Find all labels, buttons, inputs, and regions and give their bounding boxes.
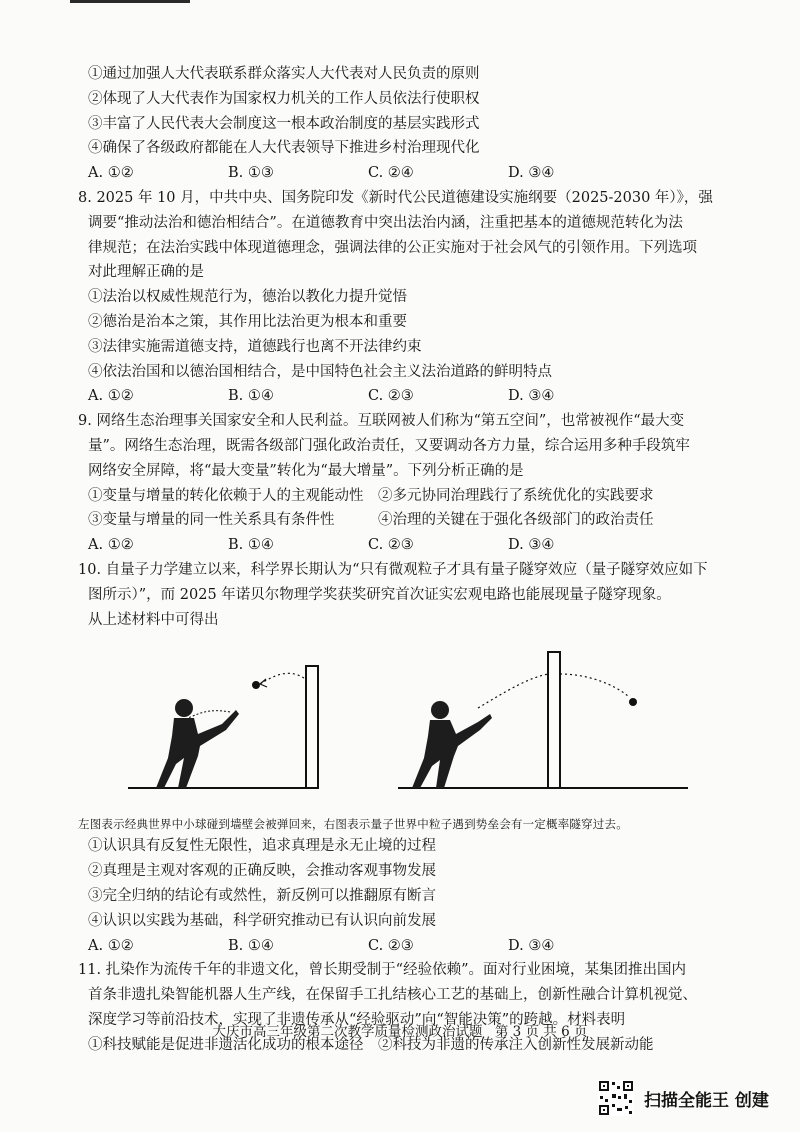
question-stem-line: 律规范；在法治实践中体现道德理念，强调法律的公正实施对于社会风气的引领作用。下列选项	[88, 239, 697, 256]
choice-a: A. ①②	[88, 537, 134, 554]
option-line: ③完全归纳的结论有或然性，新反例可以推翻原有断言	[88, 887, 436, 904]
page-footer	[0, 1020, 800, 1040]
choice-c: C. ②③	[368, 937, 414, 954]
question-stem-line: 8. 2025 年 10 月，中共中央、国务院印发《新时代公民道德建设实施纲要（2025-2030 年）》，强	[78, 189, 713, 206]
exam-page-content	[78, 62, 728, 1058]
choice-b: B. ①④	[228, 937, 274, 954]
figure-caption: 左图表示经典世界中小球碰到墙壁会被弹回来，右图表示量子世界中粒子遇到势垒会有一定概率隧穿过去。	[78, 817, 628, 832]
question-stem-line: 对此理解正确的是	[88, 264, 204, 281]
choice-a: A. ①②	[88, 937, 134, 954]
quantum-scene	[398, 652, 688, 788]
question-stem-line: 10. 自量子力学建立以来，科学界长期认为“只有微观粒子才具有量子隧穿效应（量子隧穿效应如下	[78, 561, 708, 578]
option-line: ②多元协同治理践行了系统优化的实践要求	[378, 487, 654, 504]
trajectory-dashed	[260, 674, 304, 685]
option-line: ①变量与增量的转化依赖于人的主观能动性	[88, 487, 364, 504]
person-silhouette-icon	[156, 699, 239, 788]
choice-c: C. ②③	[368, 537, 414, 554]
answer-choices	[88, 161, 728, 186]
ball-icon	[629, 698, 637, 706]
choice-d: D. ③④	[508, 388, 555, 405]
barrier-icon	[548, 652, 560, 788]
quantum-tunneling-figure	[88, 638, 728, 808]
choice-d: D. ③④	[508, 537, 555, 554]
ball-icon	[252, 681, 260, 689]
scanner-watermark-label: 扫描全能王 创建	[644, 1091, 769, 1111]
choice-c: C. ②③	[368, 388, 414, 405]
option-line: ①认识具有反复性无限性，追求真理是永无止境的过程	[88, 838, 436, 855]
option-line: ④认识以实践为基础，科学研究推动已有认识向前发展	[88, 912, 436, 929]
option-line: ①科技赋能是促进非遗活化成功的根本途径	[88, 1036, 364, 1053]
wall-icon	[306, 666, 318, 788]
option-line: ②科技为非遗的传承注入创新性发展新动能	[378, 1036, 654, 1053]
option-pair	[88, 508, 728, 533]
top-rule	[70, 0, 190, 3]
option-line: ②体现了人大代表作为国家权力机关的工作人员依法行使职权	[88, 90, 480, 107]
question-stem-line: 深度学习等前沿技术，实现了非遗传承从“经验驱动”向“智能决策”的跨越。材料表明	[88, 1011, 626, 1028]
choice-b: B. ①③	[228, 165, 274, 182]
option-line: ②德治是治本之策，其作用比法治更为根本和重要	[88, 313, 407, 330]
choice-b: B. ①④	[228, 388, 274, 405]
answer-choices	[88, 533, 728, 558]
question-11	[78, 958, 728, 1057]
question-stem-line: 9. 网络生态治理事关国家安全和人民利益。互联网被人们称为“第五空间”，也常被视作“最大变	[78, 413, 685, 430]
choice-c: C. ②④	[368, 165, 414, 182]
footer-page-number: 第 3 页 共 6 页	[494, 1024, 588, 1040]
choice-d: D. ③④	[508, 937, 555, 954]
choice-d: D. ③④	[508, 165, 555, 182]
option-line: ①法治以权威性规范行为，德治以教化力提升觉悟	[88, 289, 407, 306]
question-stem-line: 量”。网络生态治理，既需各级部门强化政治责任，又要调动各方力量，综合运用多种手段筑牢	[88, 437, 690, 454]
question-10	[78, 558, 728, 958]
option-line: ④依法治国和以德治国相结合，是中国特色社会主义法治道路的鲜明特点	[88, 363, 552, 380]
tunneling-illustration	[128, 638, 688, 808]
question-7-options	[88, 62, 728, 186]
question-stem-line: 图所示）”，而 2025 年诺贝尔物理学奖获奖研究首次证实宏观电路也能展现量子隧穿现象。	[88, 586, 671, 603]
question-stem-line: 首条非遗扎染智能机器人生产线，在保留手工扎结核心工艺的基础上，创新性融合计算机视觉、	[88, 987, 697, 1004]
answer-choices	[88, 384, 728, 409]
qr-code-icon	[598, 1080, 634, 1116]
question-stem-line: 网络安全屏障，将“最大变量”转化为“最大增量”。下列分析正确的是	[88, 462, 524, 479]
choice-a: A. ①②	[88, 165, 134, 182]
classical-scene	[128, 666, 318, 788]
question-9	[78, 409, 728, 558]
option-line: ④治理的关键在于强化各级部门的政治责任	[378, 512, 654, 529]
question-stem-line: 从上述材料中可得出	[88, 611, 219, 628]
option-pair	[88, 484, 728, 509]
question-stem-line: 调要“推动法治和德治相结合”。在道德教育中突出法治内涵，注重把基本的道德规范转化为法	[88, 214, 683, 231]
choice-a: A. ①②	[88, 388, 134, 405]
option-line: ③变量与增量的同一性关系具有条件性	[88, 512, 335, 529]
person-silhouette-icon	[412, 701, 492, 788]
option-line: ②真理是主观对客观的正确反映，会推动客观事物发展	[88, 863, 436, 880]
trajectory-dashed	[478, 674, 628, 708]
choice-b: B. ①④	[228, 537, 274, 554]
answer-choices	[88, 934, 728, 959]
option-line: ④确保了各级政府都能在人大代表领导下推进乡村治理现代化	[88, 140, 480, 157]
option-line: ①通过加强人大代表联系群众落实人大代表对人民负责的原则	[88, 66, 480, 82]
option-line: ③法律实施需道德支持，道德践行也离不开法律约束	[88, 338, 422, 355]
question-stem-line: 11. 扎染作为流传千年的非遗文化，曾长期受制于“经验依赖”。面对行业困境，某集团推出国内	[78, 962, 686, 979]
question-8	[78, 186, 728, 409]
footer-title: 大庆市高三年级第二次教学质量检测政治试题	[212, 1024, 483, 1040]
option-line: ③丰富了人民代表大会制度这一根本政治制度的基层实践形式	[88, 115, 480, 132]
